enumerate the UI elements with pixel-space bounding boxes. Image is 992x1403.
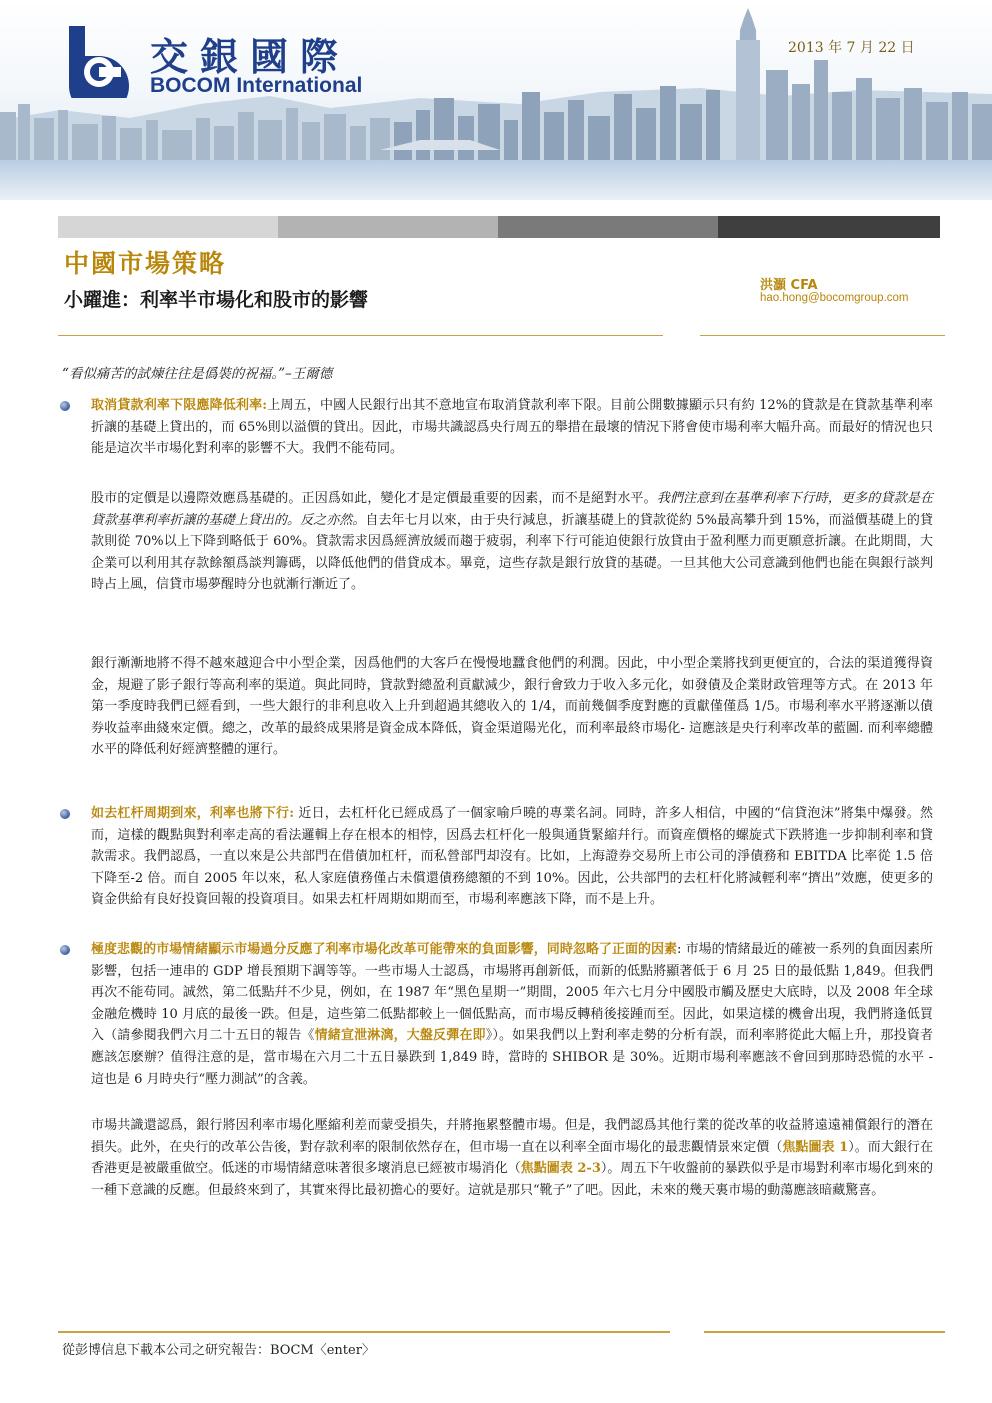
bullet-icon <box>60 945 70 955</box>
focus-chart-2-3-link[interactable]: 焦點圖表 2-3 <box>520 1161 601 1177</box>
epigraph-quote: “看似痛苦的試煉往往是僞裝的祝福。”–王爾德 <box>62 366 333 382</box>
analyst-name: 洪灝 CFA <box>760 278 818 293</box>
logo-chinese-name: 交銀國際 <box>150 34 351 79</box>
section-title: 中國市場策略 <box>64 249 227 278</box>
paragraph-lead: 取消貸款利率下限應降低利率: <box>91 398 268 413</box>
paragraph-body: 市場共識還認爲，銀行將因利率市場化壓縮利差而蒙受損失，幷將拖累整體市場。但是，我們認爲其他行業的從改革的收益將遠遠補償銀行的潛在損失。此外，在央行的改革公告後，對存款利率的限制依然存在，但市場一直在以利率全面市場化的最悲觀情景來定價（ <box>91 1118 933 1155</box>
decorative-bar-1 <box>58 216 278 238</box>
header-rule-right <box>700 335 945 336</box>
decorative-bar-4 <box>718 216 940 238</box>
paragraph-body: 上周五，中國人民銀行出其不意地宣布取消貸款利率下限。目前公開數據顯示只有約 12%的貸款是在貸款基準利率折讓的基礎上貸出的，而 65%則以溢價的貸出。因此，市場共識認爲央行周五的舉措在最壞的情況下將會使市場利率大幅升高。而最好的情況也只能是這次半市場化對利率的影響不大。我們不能苟同。 <box>91 398 933 457</box>
paragraph-market-sentiment <box>91 939 933 1090</box>
paragraph-body: 股市的定價是以邊際效應爲基礎的。正因爲如此，變化才是定價最重要的因素，而不是絕對水平。 <box>91 491 657 506</box>
decorative-bar-3 <box>498 216 718 238</box>
paragraph-body: ）。而大銀行在香港更是被嚴重做空。低迷的市場情緒意味著很多壞消息已經被市場消化（ <box>91 1139 933 1177</box>
header-rule <box>58 335 663 336</box>
paragraph-body: 》）。如果我們以上對利率走勢的分析有誤，而利率將從此大幅上升，那投資者應該怎麽辦？值得注意的是，當市場在六月二十五日暴跌到 1,849 時，當時的 SHIBOR 是 30%。近期市場利率應該不會回到那時恐慌的水平 - 這也是 6 月時央行“壓力測試”的含義。 <box>91 1028 933 1087</box>
paragraph-lead: 極度悲觀的市場情緒顯示市場過分反應了利率市場化改革可能帶來的負面影響，同時忽略了正面的因素 <box>91 942 678 957</box>
paragraph-marginal-pricing <box>91 488 933 596</box>
paragraph-body: : 市場的情緒最近的確被一系列的負面因素所影響，包括一連串的 GDP 增長預期下調等等。一些市場人士認爲，市場將再創新低，而新的低點將顯著低于 6 月 25 日的最低點 1,849。但我們再次不能苟同。誠然，第二低點幷不少見，例如，在 1987 年“黑色星期一”期間，2005 年六七月分中國股市觸及歷史大底時，以及 2008 年全球金融危機時 10 月底的最後一跌。但是，這些第二低點都較上一個低點高，而市場反轉稍後接踵而至。因此，如果這樣的機會出現，我們將逢低買入（請參閱我們六月二十五日的報告《 <box>91 942 933 1044</box>
focus-chart-1-link[interactable]: 焦點圖表 1 <box>782 1139 849 1155</box>
paragraph-body: 近日，去杠杆化已經成爲了一個家喻戶曉的專業名詞。同時，許多人相信，中國的“信貸泡沫”將集中爆發。然而，這樣的觀點與對利率走高的看法邏輯上存在根本的相悖，因爲去杠杆化一般與通貨緊縮幷行。而資産價格的螺旋式下跌將進一步抑制利率和貸款需求。我們認爲，一直以來是公共部門在借債加杠杆，而私營部門却沒有。比如，上海證券交易所上市公司的淨債務和 EBITDA 比率從 1.5 倍下降至-2 倍。而自 2005 年以來，私人家庭債務僅占未償還債務總額的不到 10%。因此，公共部門的去杠杆化將減輕利率“擠出”效應，使更多的資金供給有良好投資回報的投資項目。如果去杠杆周期如期而至，市場利率應該下降，而不是上升。 <box>91 806 933 908</box>
analyst-email-link[interactable]: hao.hong@bocomgroup.com <box>760 292 909 304</box>
bullet-icon <box>60 809 70 819</box>
paragraph-lead: 如去杠杆周期到來，利率也將下行: <box>91 806 295 821</box>
skyline-image <box>0 0 992 200</box>
report-date: 2013 年 7 月 22 日 <box>788 40 915 56</box>
header-banner <box>0 0 992 200</box>
paragraph-emphasis: 我們注意到在基準利率下行時，更多的貸款是在貸款基準利率折讓的基礎上貸出的。反之亦然。 <box>91 491 933 528</box>
paragraph-body: 自去年七月以來，由于央行減息，折讓基礎上的貸款從約 5%最高攀升到 15%，而溢價基礎上的貸款則從 70%以上下降到略低于 60%。貸款需求因爲經濟放緩而趨于疲弱，利率下行可能迫使銀行放貸由于盈利壓力而更願意折讓。在此期間，大企業可以利用其存款餘額爲談判籌碼，以降低他們的借貸成本。畢竟，這些存款是銀行放貸的基礎。一旦其他大公司意識到他們也能在與銀行談判時占上風，信貸市場夢醒時分也就漸行漸近了。 <box>91 512 933 593</box>
report-reference-link[interactable]: 情緒宣泄淋漓，大盤反彈在即 <box>314 1028 486 1044</box>
footer-bloomberg-note: 從彭博信息下載本公司之研究報告：BOCM〈enter〉 <box>62 1343 375 1358</box>
paragraph-deleveraging <box>91 803 933 911</box>
logo-english-name: BOCOM International <box>150 74 363 97</box>
report-subtitle: 小躍進：利率半市場化和股市的影響 <box>64 289 369 311</box>
paragraph-body: 銀行漸漸地將不得不越來越迎合中小型企業，因爲他們的大客戶在慢慢地蠶食他們的利潤。因此，中小型企業將找到更便宜的，合法的渠道獲得資金，規避了影子銀行等高利率的渠道。與此同時，貸款對總盈利貢獻減少，銀行會致力于收入多元化，如發債及企業財政管理等方式。在 2013 年第一季度時我們已經看到，一些大銀行的非利息收入上升到超過其總收入的 1/4，而前幾個季度對應的貢獻僅僅爲 1/5。市場利率水平將逐漸以債券收益率曲綫來定價。總之，改革的最終成果將是資金成本降低，資金渠道陽光化，而利率最終市場化- 這應該是央行利率改革的藍圖. 而利率總體水平的降低利好經濟整體的運行。 <box>91 656 933 758</box>
paragraph-body: ）。周五下午收盤前的暴跌似乎是市場對利率市場化到來的一種下意識的反應。但最終來到了，其實來得比最初擔心的要好。這就是那只“靴子”了吧。因此，未來的幾天裏市場的動蕩應該暗藏驚喜。 <box>91 1161 933 1198</box>
footer-rule-right <box>704 1331 945 1333</box>
paragraph-consensus <box>91 1115 933 1201</box>
paragraph-banks-sme <box>91 653 933 761</box>
paragraph-rate-floor <box>91 395 933 460</box>
decorative-bar-2 <box>278 216 498 238</box>
bullet-icon <box>60 401 70 411</box>
bocom-logo-icon <box>55 22 141 98</box>
footer-rule <box>58 1331 670 1333</box>
